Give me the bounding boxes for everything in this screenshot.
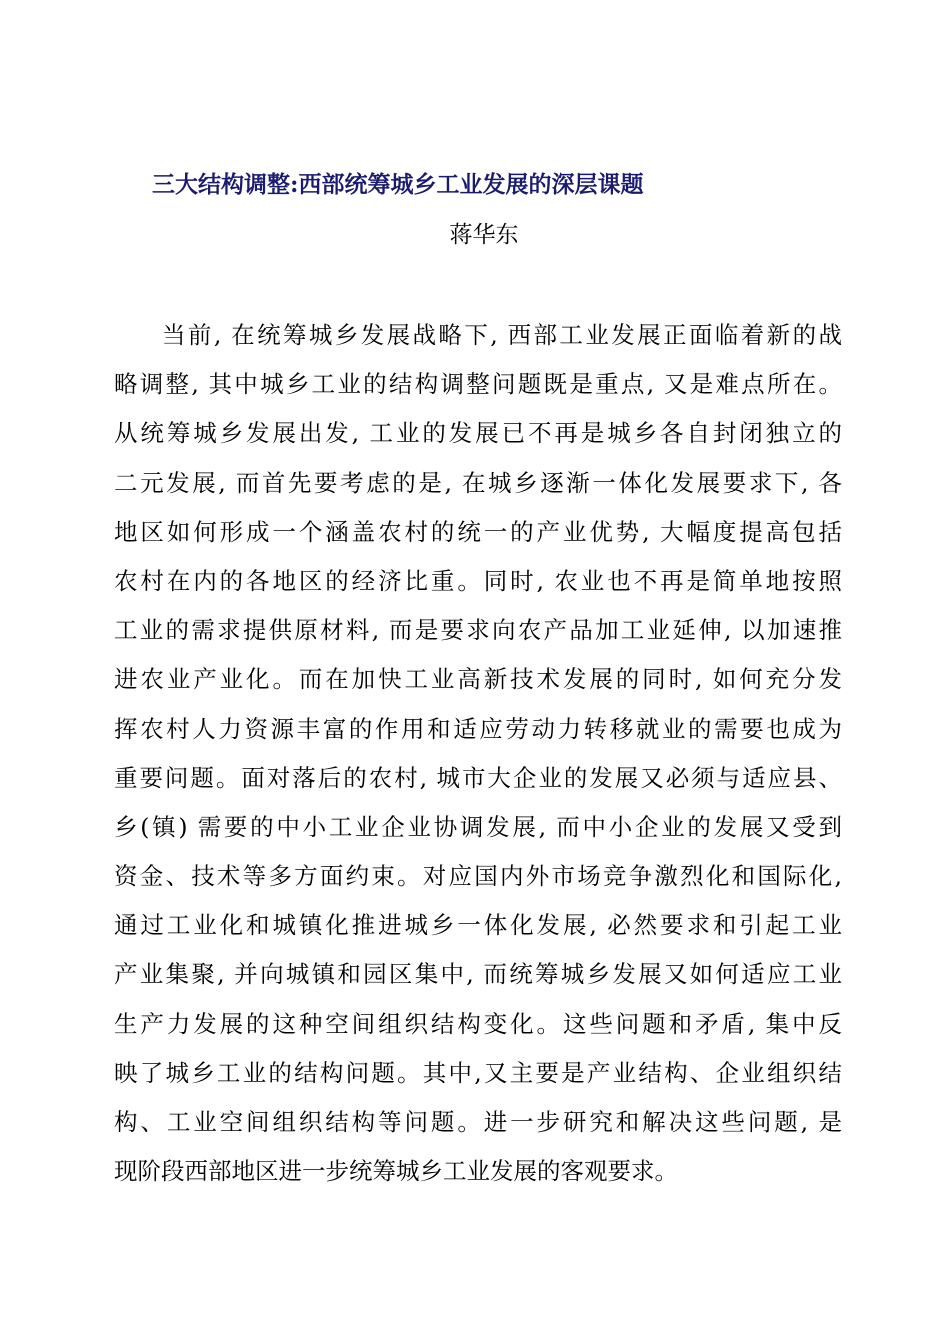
paragraph-line: 略调整, 其中城乡工业的结构调整问题既是重点, 又是难点所在。	[114, 370, 842, 399]
paragraph-line: 生产力发展的这种空间组织结构变化。这些问题和矛盾, 集中反	[114, 1009, 842, 1038]
paragraph-line: 乡(镇) 需要的中小工业企业协调发展, 而中小企业的发展又受到	[114, 812, 842, 841]
paragraph-line: 二元发展, 而首先要考虑的是, 在城乡逐渐一体化发展要求下, 各	[114, 468, 842, 497]
paragraph-line: 挥农村人力资源丰富的作用和适应劳动力转移就业的需要也成为	[114, 714, 842, 743]
paragraph-line: 农村在内的各地区的经济比重。同时, 农业也不再是简单地按照	[114, 566, 842, 595]
document-author-line	[0, 218, 950, 252]
paragraph-line: 工业的需求提供原材料, 而是要求向农产品加工业延伸, 以加速推	[114, 616, 842, 645]
document-author: 蒋华东	[449, 222, 519, 248]
paragraph-line: 构、工业空间组织结构等问题。进一步研究和解决这些问题, 是	[114, 1108, 842, 1136]
paragraph-line: 产业集聚, 并向城镇和园区集中, 而统筹城乡发展又如何适应工业	[114, 960, 842, 989]
paragraph-line: 通过工业化和城镇化推进城乡一体化发展, 必然要求和引起工业	[114, 911, 842, 940]
paragraph-line: 映了城乡工业的结构问题。其中,又主要是产业结构、企业组织结	[114, 1058, 842, 1087]
document-title: 三大结构调整:西部统筹城乡工业发展的深层课题	[152, 171, 644, 198]
body-paragraph	[114, 312, 842, 1197]
paragraph-line: 当前, 在统筹城乡发展战略下, 西部工业发展正面临着新的战	[162, 321, 842, 349]
paragraph-line: 现阶段西部地区进一步统筹城乡工业发展的客观要求。	[114, 1157, 678, 1186]
paragraph-line: 地区如何形成一个涵盖农村的统一的产业优势, 大幅度提高包括	[114, 517, 842, 546]
paragraph-line: 从统筹城乡发展出发, 工业的发展已不再是城乡各自封闭独立的	[114, 419, 842, 448]
paragraph-line: 资金、技术等多方面约束。对应国内外市场竞争激烈化和国际化,	[114, 862, 842, 891]
paragraph-line: 重要问题。面对落后的农村, 城市大企业的发展又必须与适应县、	[114, 763, 842, 792]
paragraph-line: 进农业产业化。而在加快工业高新技术发展的同时, 如何充分发	[114, 665, 842, 694]
